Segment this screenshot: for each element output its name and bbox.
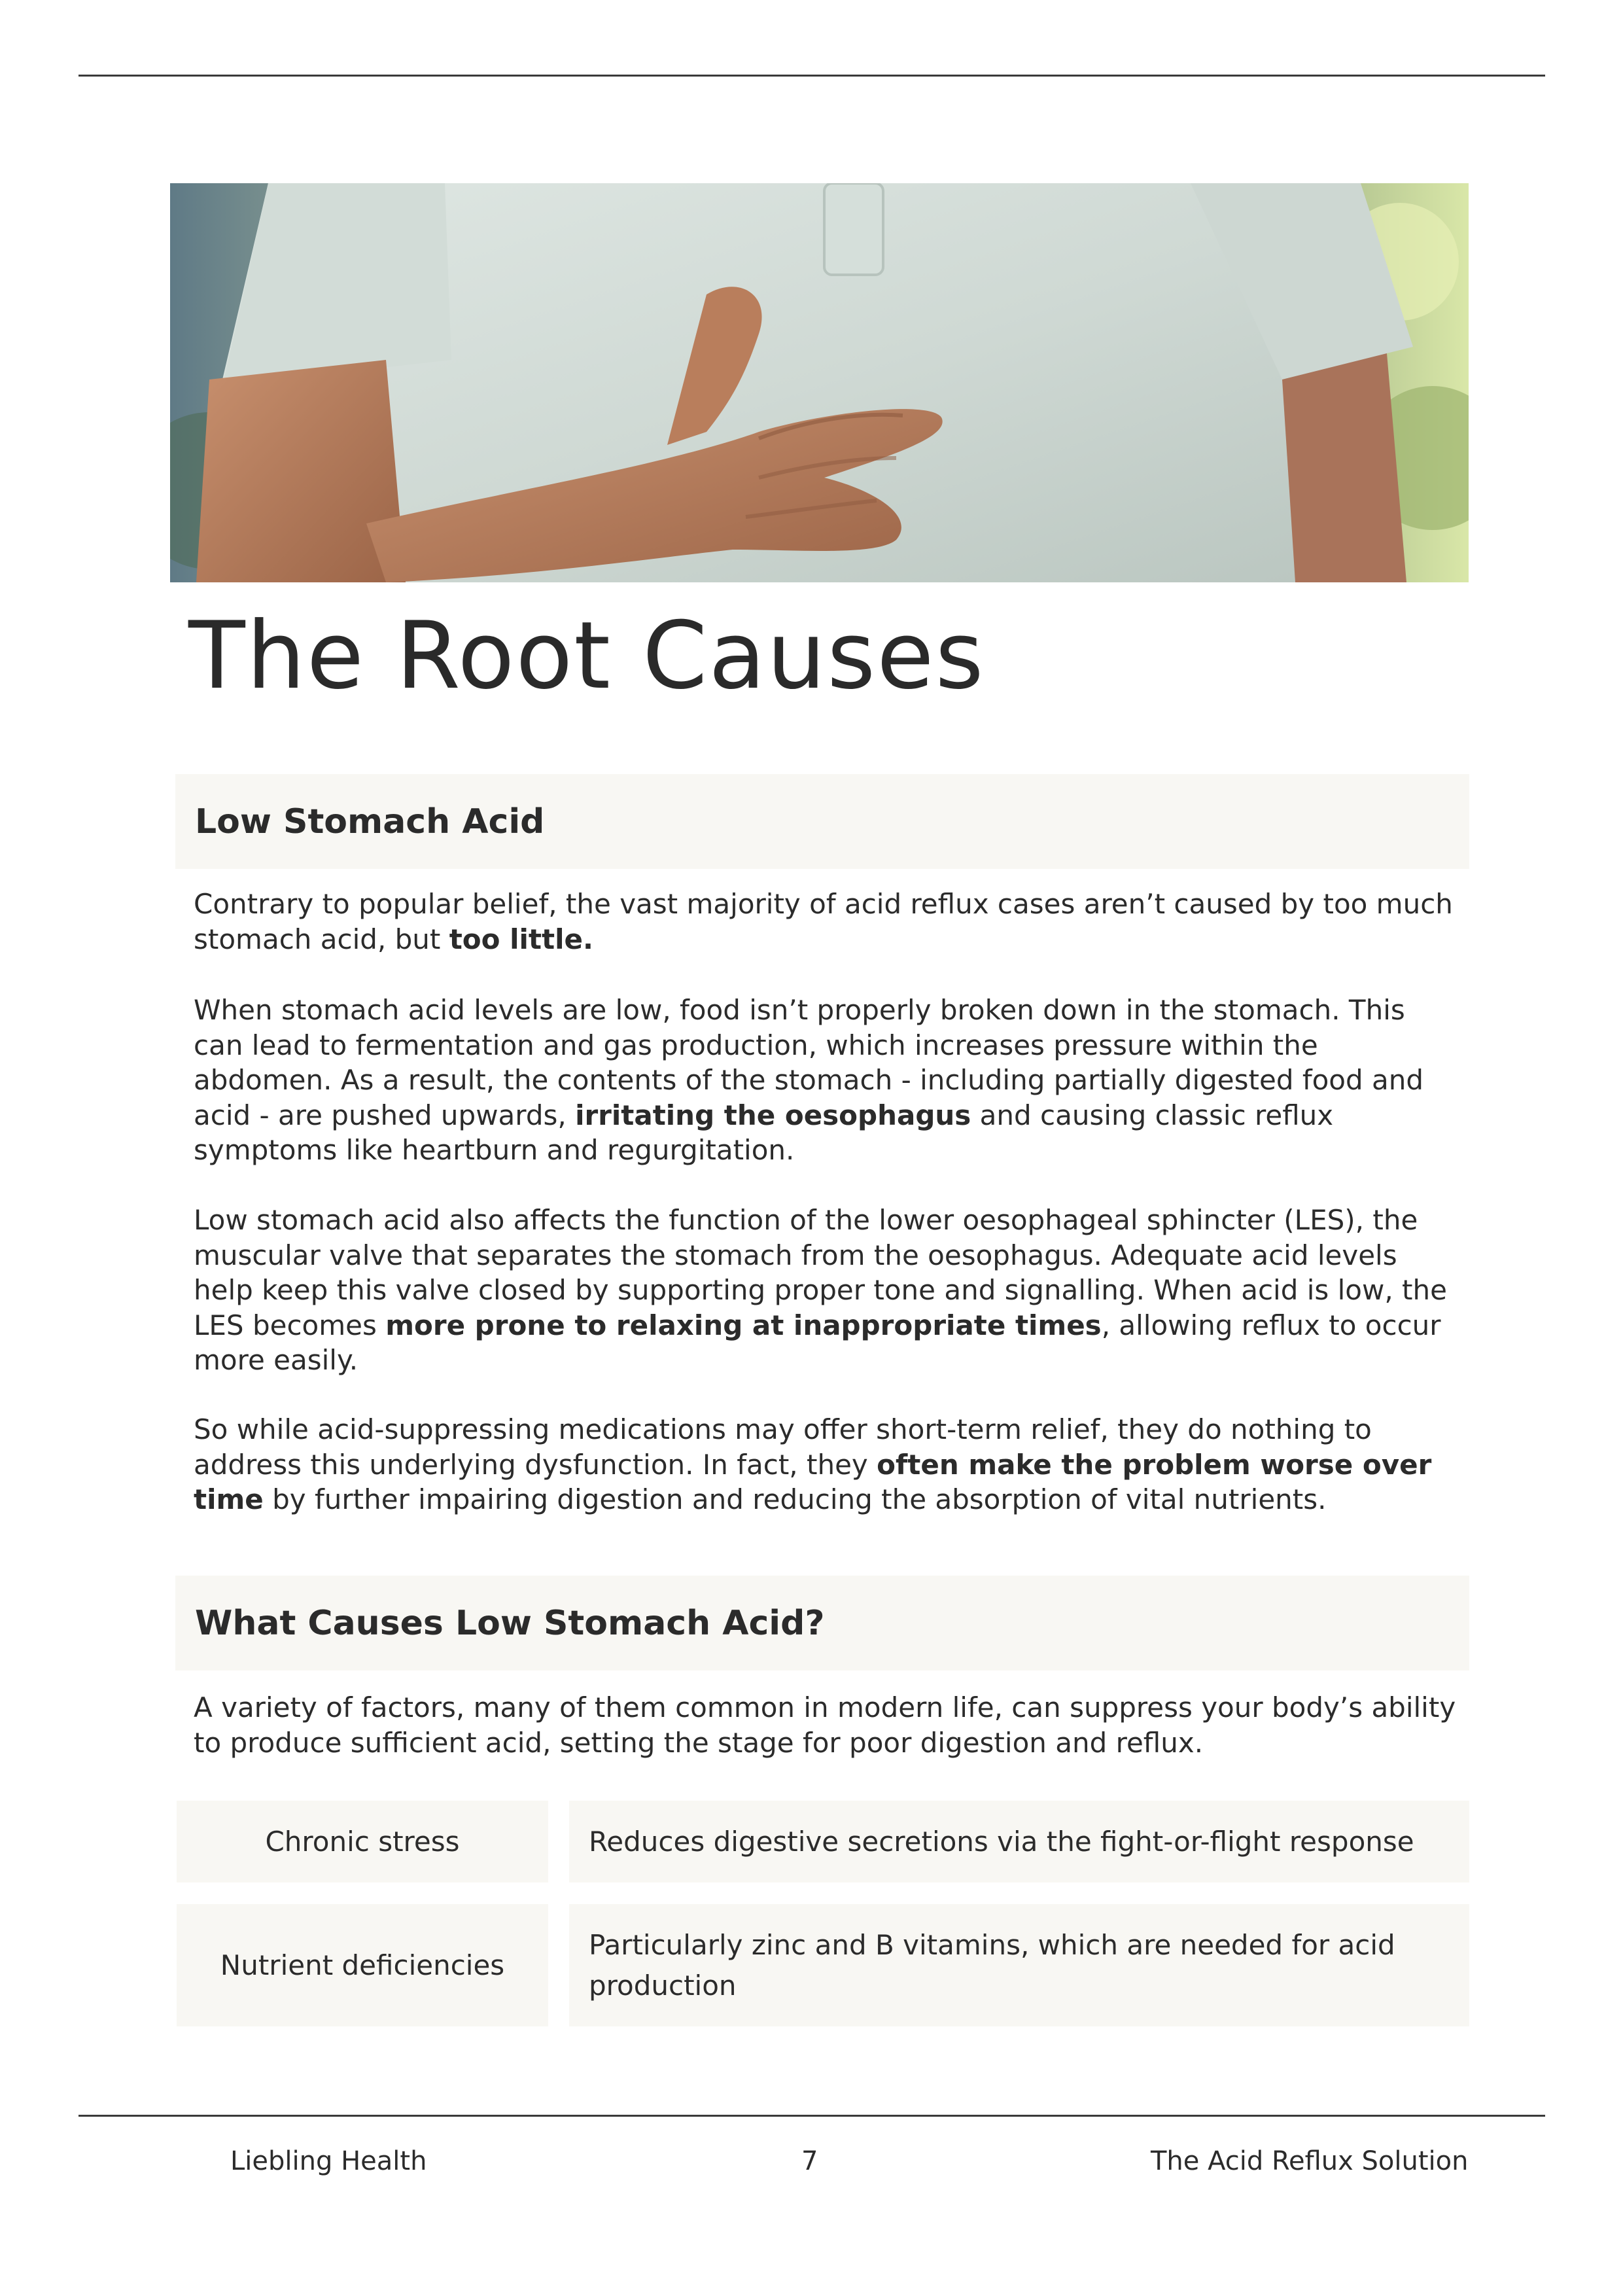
page-number: 7 [801, 2146, 818, 2176]
factor-label-cell [177, 1904, 548, 2026]
section-heading-what-causes: What Causes Low Stomach Acid? [195, 1603, 825, 1643]
hero-photo-illustration [170, 183, 1469, 582]
factor-description: Particularly zinc and B vitamins, which are needed for acid production [589, 1928, 1395, 2002]
factor-label: Nutrient deficiencies [220, 1949, 505, 1981]
footer-document-title: The Acid Reflux Solution [1151, 2146, 1469, 2176]
factor-description: Reduces digestive secretions via the fight-or-flight response [589, 1825, 1414, 1858]
paragraph-text: by further impairing digestion and reducing the absorption of vital nutrients. [263, 1483, 1327, 1515]
paragraph-text: When stomach acid levels are low, food isn’t properly broken down in the stomach. This can lead to fermentation and gas production, which increases pressure within the abdomen. As a result, the contents of the stomach - including partially digested food and acid - are pushed upwards, [194, 994, 1424, 1131]
footer-rule [79, 2115, 1545, 2117]
paragraph-emphasis: too little. [449, 923, 593, 955]
paragraph-text: Low stomach acid also affects the function of the lower oesophageal sphincter (LES), the muscular valve that separates the stomach from the oesophagus. Adequate acid levels help keep this valve closed by supporting proper tone and signalling. When acid is low, the LES becomes [194, 1204, 1447, 1341]
factor-description-cell [569, 1801, 1469, 1882]
section-intro: A variety of factors, many of them common in modern life, can suppress your body’s ability to produce sufficient acid, setting the stage for poor digestion and reflux. [194, 1691, 1456, 1759]
paragraph-emphasis: irritating the oesophagus [575, 1099, 971, 1131]
section-heading-low-stomach-acid: Low Stomach Acid [195, 802, 545, 841]
factor-label-cell [177, 1801, 548, 1882]
paragraph-2 [194, 993, 1456, 1168]
paragraph-text: and causing classic reflux symptoms like heartburn and regurgitation. [194, 1099, 1334, 1166]
section-heading-band [175, 774, 1469, 869]
paragraph-text: , allowing reflux to occur more easily. [194, 1309, 1441, 1376]
paragraph-4 [194, 1412, 1456, 1517]
header-rule [79, 75, 1545, 77]
hero-image [170, 183, 1469, 582]
paragraph-3 [194, 1203, 1456, 1378]
paragraph-1 [194, 887, 1456, 957]
page-title: The Root Causes [188, 602, 985, 710]
paragraph-text: Contrary to popular belief, the vast majority of acid reflux cases aren’t caused by too much stomach acid, but [194, 888, 1453, 955]
factor-description-cell [569, 1904, 1469, 2026]
footer-brand: Liebling Health [230, 2146, 427, 2176]
paragraph-emphasis: often make the problem worse over time [194, 1448, 1432, 1515]
paragraph-text: So while acid-suppressing medications may offer short-term relief, they do nothing to address this underlying dysfunction. In fact, they [194, 1413, 1372, 1481]
section-heading-band [175, 1576, 1469, 1670]
factor-label: Chronic stress [265, 1825, 460, 1858]
paragraph-emphasis: more prone to relaxing at inappropriate times [385, 1309, 1102, 1341]
